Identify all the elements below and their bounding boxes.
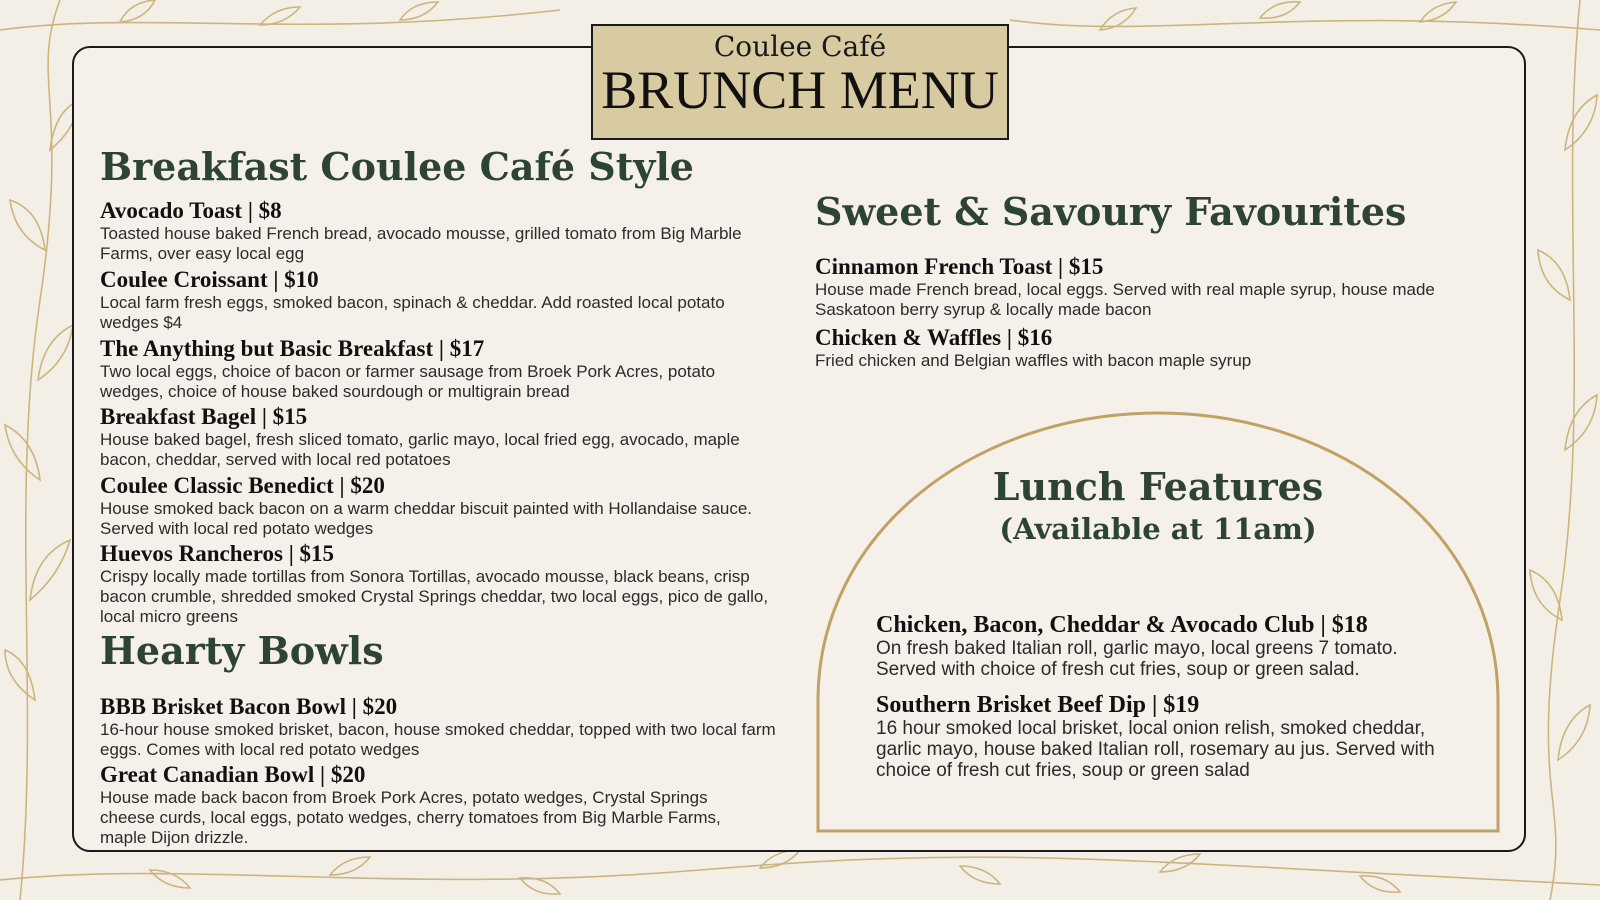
menu-item-title: Coulee Classic Benedict | $20 xyxy=(100,473,385,498)
menu-item-description: On fresh baked Italian roll, garlic mayo, local greens 7 tomato. Served with choice of fresh cut fries, soup or green salad. xyxy=(876,638,1398,680)
menu-title: BRUNCH MENU xyxy=(601,60,999,120)
sweet-savoury-heading: Sweet & Savoury Favourites xyxy=(815,189,1407,234)
menu-item-description: House made French bread, local eggs. Served with real maple syrup, house made Saskatoon berry syrup & locally made bacon xyxy=(815,280,1435,319)
breakfast-heading: Breakfast Coulee Café Style xyxy=(100,144,694,189)
menu-item-title: BBB Brisket Bacon Bowl | $20 xyxy=(100,694,398,719)
menu-item-title: Huevos Rancheros | $15 xyxy=(100,541,335,566)
menu-item-title: Chicken, Bacon, Cheddar & Avocado Club | $18 xyxy=(876,612,1368,638)
menu-item-title: Breakfast Bagel | $15 xyxy=(100,404,308,429)
lunch-heading: Lunch Features xyxy=(992,464,1324,509)
menu-item-cinnamon-french-toast xyxy=(815,254,1485,320)
menu-item-description: 16 hour smoked local brisket, local onion relish, smoked cheddar, garlic mayo, house baked Italian roll, rosemary au jus. Served with choice of fresh cut fries, soup or green salad xyxy=(876,718,1435,781)
cafe-name: Coulee Café xyxy=(713,30,887,63)
menu-item-description: Two local eggs, choice of bacon or farmer sausage from Broek Pork Acres, potato wedges, choice of house baked sourdough or multigrain bread xyxy=(100,362,716,401)
bowls-heading: Hearty Bowls xyxy=(100,628,384,673)
menu-item-description: House baked bagel, fresh sliced tomato, garlic mayo, local fried egg, avocado, maple bacon, cheddar, served with local red potatoes xyxy=(100,430,740,469)
lunch-subheading: (Available at 11am) xyxy=(999,512,1317,546)
menu-item-description: Toasted house baked French bread, avocado mousse, grilled tomato from Big Marble Farms, over easy local egg xyxy=(100,224,742,263)
menu-item-title: The Anything but Basic Breakfast | $17 xyxy=(100,336,485,361)
menu-title-box xyxy=(591,24,1009,140)
menu-item-huevos-rancheros xyxy=(100,541,780,627)
menu-item-avocado-toast xyxy=(100,198,780,264)
menu-item-title: Cinnamon French Toast | $15 xyxy=(815,254,1104,279)
menu-item-chicken-club xyxy=(876,612,1456,680)
menu-item-coulee-croissant xyxy=(100,267,780,333)
menu-item-title: Southern Brisket Beef Dip | $19 xyxy=(876,692,1200,718)
menu-item-anything-but-basic xyxy=(100,336,780,402)
menu-item-description: House made back bacon from Broek Pork Acres, potato wedges, Crystal Springs cheese curds, local eggs, potato wedges, cherry tomatoes from Big Marble Farms, maple Dijon drizzle. xyxy=(100,788,721,847)
menu-item-chicken-waffles xyxy=(815,325,1485,371)
menu-item-title: Chicken & Waffles | $16 xyxy=(815,325,1053,350)
menu-item-classic-benedict xyxy=(100,473,790,539)
menu-item-brisket-beef-dip xyxy=(876,692,1456,781)
menu-item-description: Local farm fresh eggs, smoked bacon, spinach & cheddar. Add roasted local potato wedges $4 xyxy=(100,293,725,332)
menu-item-description: Crispy locally made tortillas from Sonora Tortillas, avocado mousse, black beans, crisp bacon crumble, shredded smoked Crystal Springs cheddar, two local eggs, pico de gallo, local micro greens xyxy=(100,567,769,626)
menu-item-description: House smoked back bacon on a warm cheddar biscuit painted with Hollandaise sauce. Served with local red potato wedges xyxy=(100,499,753,538)
menu-item-breakfast-bagel xyxy=(100,404,780,470)
menu-item-description: 16-hour house smoked brisket, bacon, house smoked cheddar, topped with two local farm eggs. Comes with local red potato wedges xyxy=(100,720,776,759)
menu-item-bbb-brisket-bowl xyxy=(100,694,780,760)
menu-item-description: Fried chicken and Belgian waffles with bacon maple syrup xyxy=(815,351,1252,370)
menu-item-title: Coulee Croissant | $10 xyxy=(100,267,319,292)
menu-item-title: Great Canadian Bowl | $20 xyxy=(100,762,366,787)
menu-item-great-canadian-bowl xyxy=(100,762,760,848)
menu-item-title: Avocado Toast | $8 xyxy=(100,198,282,223)
